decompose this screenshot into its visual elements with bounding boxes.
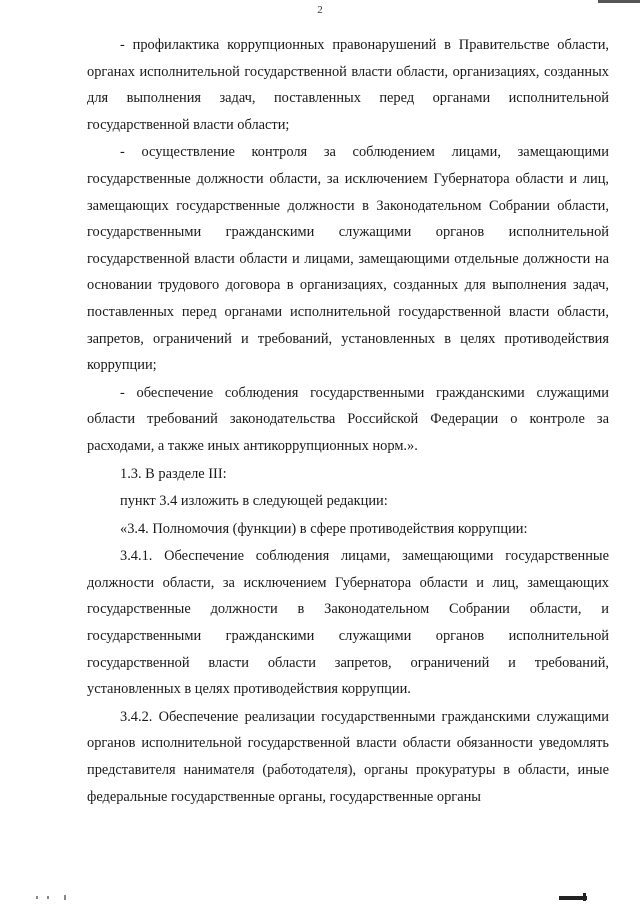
paragraph-clause-3-4-1: 3.4.1. Обеспечение соблюдения лицами, замещающими государственные должности области, за исключением Губернатора области и лиц, замещающих государственные должности в Законодательном Собрании области, и государственными гражданскими служащими органов исполнительной государственной власти области запретов, ограничений и требований, установленных в целях противодействия коррупции. xyxy=(87,548,609,698)
page-number: 2 xyxy=(317,4,323,16)
paragraph-section-heading: 1.3. В разделе III: xyxy=(120,465,227,482)
scan-mark-bottom-left-3 xyxy=(64,895,66,900)
paragraph-compliance: - обеспечение соблюдения государственными гражданскими служащими области требований законодательства Российской Федерации о контроле за расходами, а также иных антикоррупционных норм.». xyxy=(87,384,609,454)
scan-mark-bottom-left-2 xyxy=(47,896,49,899)
scan-mark-top-right xyxy=(598,0,640,3)
document-body xyxy=(87,32,609,810)
scan-mark-bottom-left-1 xyxy=(36,896,38,899)
paragraph-clause-3-4-2: 3.4.2. Обеспечение реализации государственными гражданскими служащими органов исполнительной государственной власти области обязанности уведомлять представителя нанимателя (работодателя), органы прокуратуры в области, иные федеральные государственные органы, государственные органы xyxy=(87,708,609,805)
paragraph-control: - осуществление контроля за соблюдением лицами, замещающими государственные должности области, за исключением Губернатора области и лиц, замещающих государственные должности в Законодательном Собрании области, государственными гражданскими служащими органов исполнительной государственной власти области и лицами, замещающими отдельные должности на основании трудового договора в организациях, созданных для выполнения задач, поставленных перед органами исполнительной государственной власти области, запретов, ограничений и требований, установленных в целях противодействия коррупции; xyxy=(87,144,609,374)
paragraph-instruction: пункт 3.4 изложить в следующей редакции: xyxy=(120,493,388,510)
paragraph-prevention: - профилактика коррупционных правонарушений в Правительстве области, органах исполнительной государственной власти области, организациях, созданных для выполнения задач, поставленных перед органами исполнительной государственной власти области; xyxy=(87,37,609,133)
paragraph-clause-3-4: «3.4. Полномочия (функции) в сфере противодействия коррупции: xyxy=(120,520,528,537)
scan-mark-bottom-right-tick xyxy=(583,893,586,901)
